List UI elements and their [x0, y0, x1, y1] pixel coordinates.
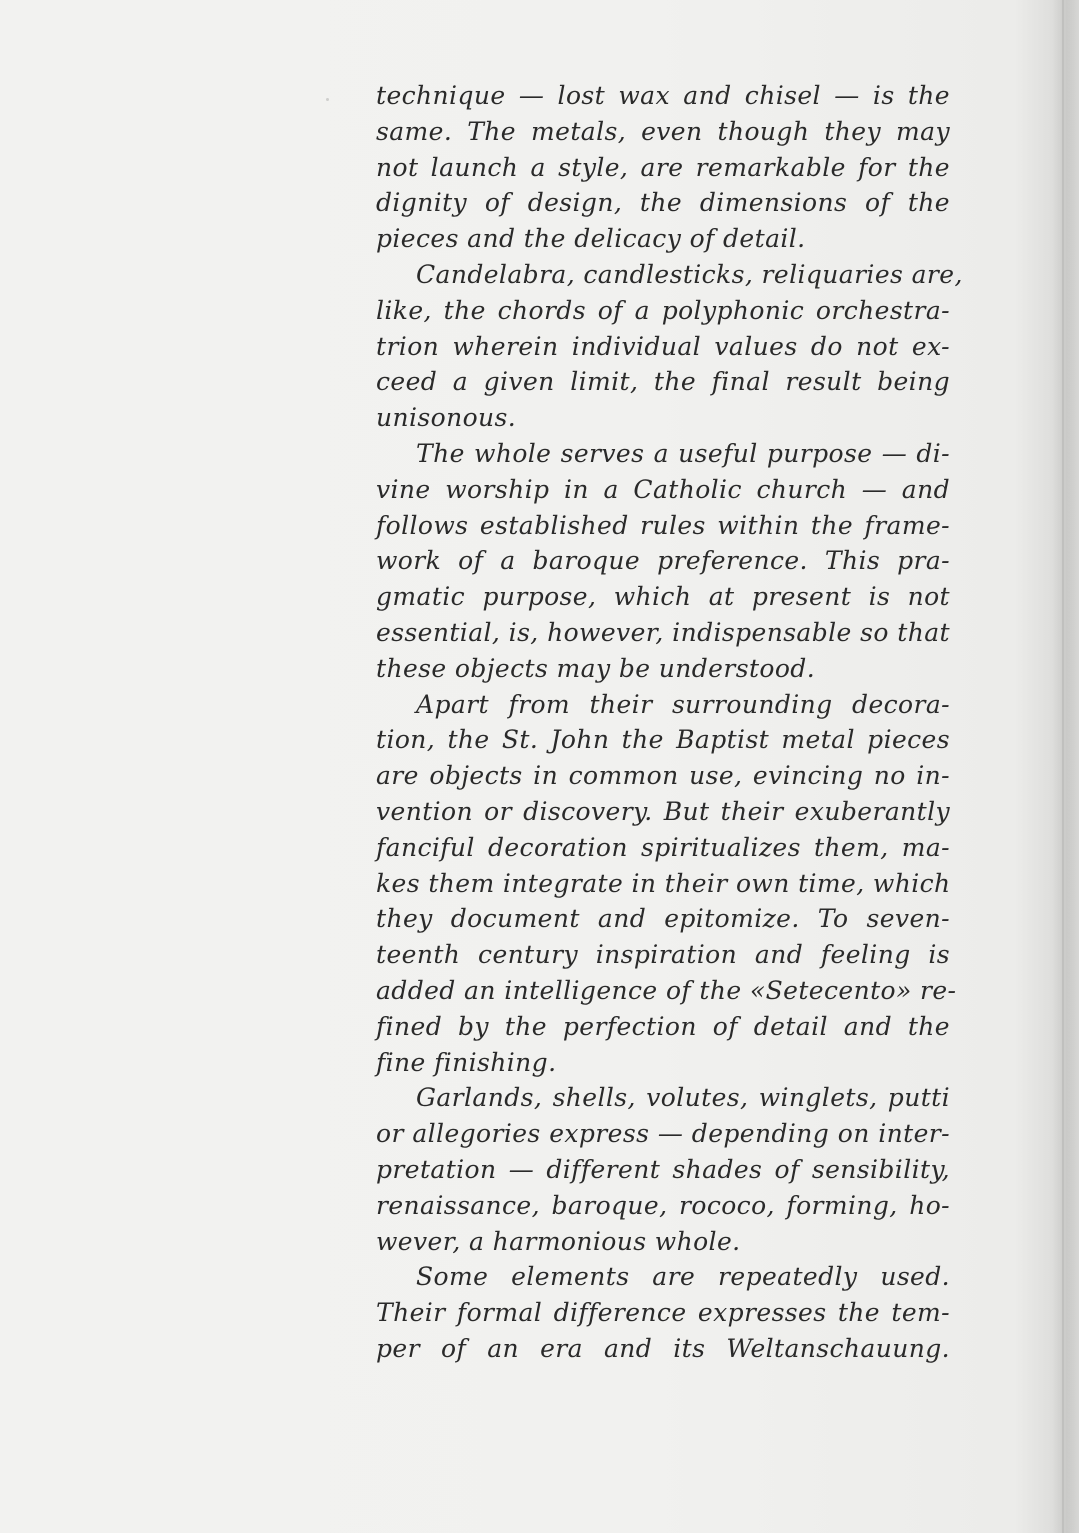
text-line: Garlands, shells, volutes, winglets, putti	[416, 1083, 950, 1113]
text-line: unisonous.	[376, 403, 517, 433]
text-line: trion wherein individual values do not ex-	[376, 331, 950, 361]
text-line: pieces and the delicacy of detail.	[376, 224, 806, 254]
text-line: dignity of design, the dimensions of the	[376, 188, 950, 218]
text-line: wever, a harmonious whole.	[376, 1226, 741, 1256]
binding-edge	[1062, 0, 1064, 1533]
text-line: added an intelligence of the «Setecento» re-	[376, 975, 957, 1005]
text-line: or allegories express — depending on inter-	[376, 1119, 950, 1149]
text-line: Apart from their surrounding decora-	[416, 689, 950, 719]
text-line: are objects in common use, evincing no in-	[376, 761, 950, 791]
text-line: kes them integrate in their own time, which	[376, 868, 951, 898]
text-line: like, the chords of a polyphonic orchestra-	[376, 295, 950, 325]
text-line: teenth century inspiration and feeling is	[376, 940, 950, 970]
text-line: The whole serves a useful purpose — di-	[416, 438, 950, 468]
text-line: work of a baroque preference. This pra-	[376, 546, 950, 576]
text-line: follows established rules within the frame-	[376, 510, 950, 540]
text-line: not launch a style, are remarkable for the	[376, 152, 950, 182]
text-line: gmatic purpose, which at present is not	[376, 582, 950, 612]
text-line: fanciful decoration spiritualizes them, ma-	[376, 832, 950, 862]
text-line: pretation — different shades of sensibility,	[376, 1154, 950, 1184]
text-line: tion, the St. John the Baptist metal pieces	[376, 725, 950, 755]
body-text	[376, 78, 963, 1367]
text-line: technique — lost wax and chisel — is the	[376, 81, 950, 110]
text-line: per of an era and its Weltanschauung.	[376, 1333, 950, 1363]
page-edge-shadow	[1052, 0, 1079, 1533]
text-line: same. The metals, even though they may	[376, 116, 950, 146]
text-line: renaissance, baroque, rococo, forming, ho-	[376, 1190, 950, 1220]
text-line: these objects may be understood.	[376, 653, 816, 683]
text-line: essential, is, however, indispensable so that	[376, 617, 950, 647]
text-line: Their formal difference expresses the tem-	[376, 1298, 950, 1328]
text-line: fined by the perfection of detail and the	[376, 1011, 950, 1041]
text-line: fine finishing.	[376, 1047, 557, 1077]
text-line: vine worship in a Catholic church — and	[376, 474, 950, 504]
text-line: vention or discovery. But their exuberantly	[376, 796, 950, 826]
paper-speck	[326, 98, 329, 101]
text-line: ceed a given limit, the final result being	[376, 367, 950, 397]
text-line: Candelabra, candlesticks, reliquaries are,	[416, 259, 963, 289]
text-line: they document and epitomize. To seven-	[376, 904, 950, 934]
text-line: Some elements are repeatedly used.	[416, 1262, 950, 1292]
